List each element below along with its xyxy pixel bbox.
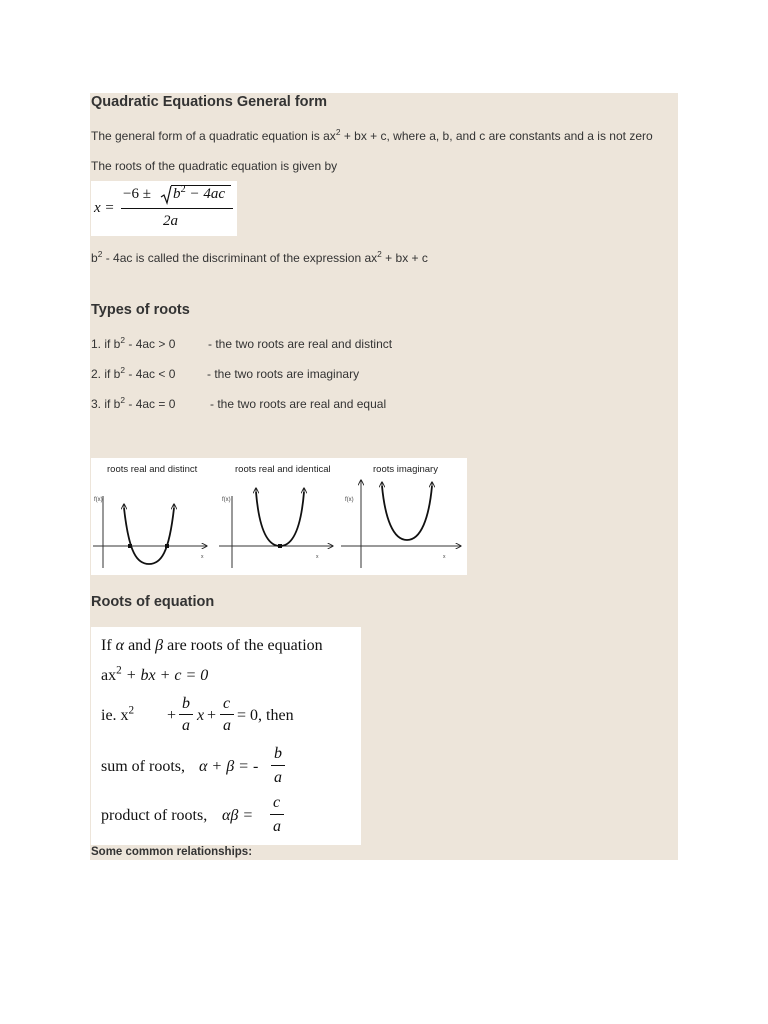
graph-2-double-root [278,544,282,548]
product-frac-bar [270,814,284,815]
frac-c-numerator: c [223,695,231,712]
graph-title-distinct: roots real and distinct [107,464,198,475]
root-type-2-description: - the two roots are imaginary [207,367,360,381]
root-type-3: 3. if $b^2 - 4ac = 0$ [91,395,176,411]
common-relationships-heading: Some common relationships: [91,846,253,858]
heading-general-form: Quadratic Equations General form [91,94,328,110]
roots-relationships [91,627,361,845]
sum-frac-denominator: a [274,769,282,786]
x-term: x [197,707,205,724]
general-form-text: The general form of a quadratic equation is $ax^2$ + bx + c, where a, b, and c are constants and a is not zero [91,127,653,143]
graph-title-imaginary: roots imaginary [373,464,438,475]
graph-3-x-label: x [443,554,446,560]
graph-3-y-label: f(x) [345,497,354,503]
graph-title-identical: roots real and identical [235,464,331,475]
frac-b-bar [179,714,193,715]
root-type-1-description: - the two roots are real and distinct [208,337,393,351]
roots-line-2: $ax^2$ + bx + c = 0 [101,664,209,684]
square-root-sign [160,185,172,205]
frac-b-denominator: a [182,717,190,734]
roots-line-3-end: = 0, then [237,707,294,724]
graph-1-root-left [128,544,132,548]
sum-of-roots-label: sum of roots, [101,758,185,775]
root-type-2: 2. if $b^2 - 4ac < 0$ [91,365,176,381]
roots-line-3: ie. $x^2$ [101,704,135,724]
roots-graphs [91,458,467,575]
graph-1-root-right [165,544,169,548]
graph-2-x-label: x [316,554,319,560]
sum-of-roots-expr: α + β = - [199,758,259,775]
root-type-1: 1. if $b^2 - 4ac > 0$ [91,335,176,351]
formula-numerator-prefix: −6 ± [123,186,151,202]
heading-types-of-roots: Types of roots [91,302,190,318]
root-type-3-description: - the two roots are real and equal [210,397,387,411]
graph-1-x-label: x [201,554,204,560]
sum-frac-numerator: b [274,745,282,762]
quadratic-formula [91,181,237,236]
product-frac-denominator: a [273,818,281,835]
plus-sign-1: + [167,707,177,724]
formula-radicand: $b^2 - 4ac$ [173,184,226,202]
frac-c-bar [220,714,234,715]
graph-2-y-label: f(x) [222,497,231,503]
product-of-roots-expr: αβ = [222,807,254,824]
sum-frac-bar [271,765,285,766]
discriminant-text: $b^2 - 4ac$ is called the discriminant of the expression $ax^2$ + bx + c [91,249,428,265]
heading-roots-of-equation: Roots of equation [91,594,215,610]
roots-line-1: If α and β are roots of the equation [101,637,323,654]
parabola-graphs-svg [91,458,467,575]
frac-b-numerator: b [182,695,190,712]
frac-c-denominator: a [223,717,231,734]
formula-lhs: x = [94,200,115,216]
product-frac-numerator: c [273,794,281,811]
product-of-roots-label: product of roots, [101,807,208,824]
fraction-bar [121,208,233,209]
graph-3-parabola [382,486,432,540]
plus-sign-2: + [207,707,217,724]
graph-1-y-label: f(x) [94,497,103,503]
graph-2-parabola [256,492,304,546]
formula-denominator: 2a [163,213,178,229]
roots-given-text: The roots of the quadratic equation is given by [91,159,338,173]
graph-1-parabola [124,508,174,564]
